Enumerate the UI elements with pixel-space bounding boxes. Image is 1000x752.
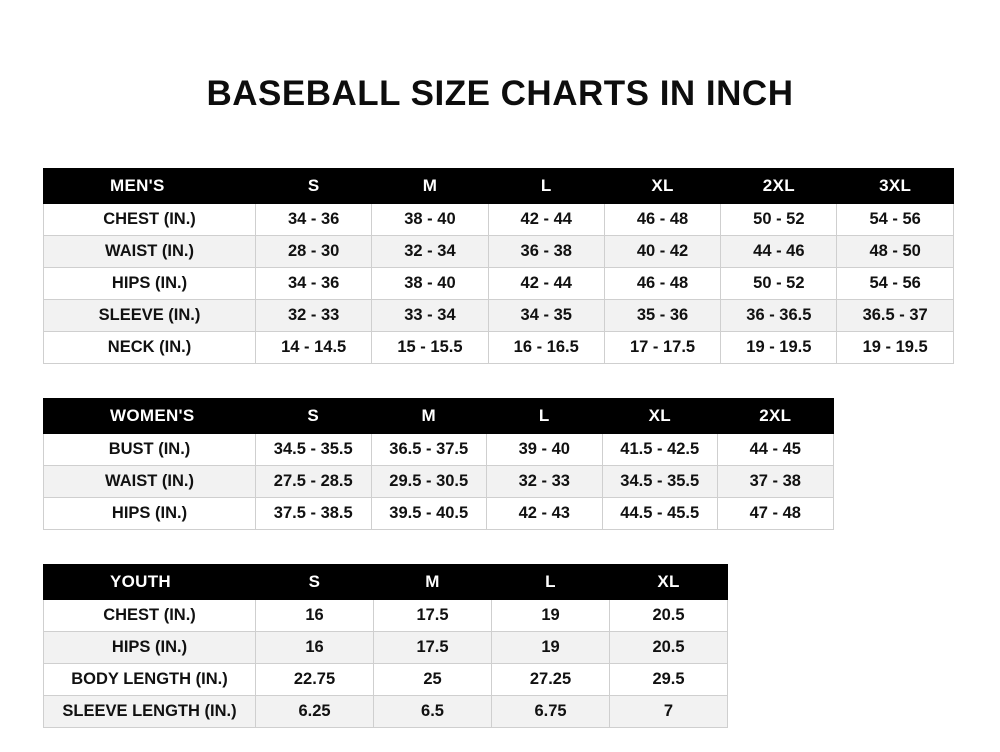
row-label: CHEST (IN.) (44, 204, 256, 236)
table-row (44, 632, 728, 664)
row-label: HIPS (IN.) (44, 498, 256, 530)
table-row (44, 696, 728, 728)
column-header-xl: XL (604, 169, 720, 204)
cell: 32 - 33 (256, 300, 372, 332)
column-header-l: L (492, 565, 610, 600)
table-spacer (43, 530, 1000, 564)
cell: 29.5 - 30.5 (371, 466, 487, 498)
cell: 35 - 36 (604, 300, 720, 332)
cell: 42 - 44 (488, 268, 604, 300)
column-header-l: L (488, 169, 604, 204)
cell: 37.5 - 38.5 (256, 498, 372, 530)
cell: 32 - 33 (487, 466, 603, 498)
table-row (44, 236, 954, 268)
cell: 46 - 48 (604, 204, 720, 236)
table-header-row (44, 169, 954, 204)
cell: 41.5 - 42.5 (602, 434, 718, 466)
cell: 50 - 52 (721, 204, 837, 236)
column-header-3xl: 3XL (837, 169, 953, 204)
cell: 6.75 (492, 696, 610, 728)
table-row (44, 300, 954, 332)
size-tables-container (0, 168, 1000, 728)
cell: 29.5 (610, 664, 728, 696)
cell: 34.5 - 35.5 (256, 434, 372, 466)
cell: 38 - 40 (372, 204, 488, 236)
column-header-category: MEN'S (44, 169, 256, 204)
row-label: SLEEVE (IN.) (44, 300, 256, 332)
column-header-s: S (256, 169, 372, 204)
cell: 48 - 50 (837, 236, 953, 268)
cell: 28 - 30 (256, 236, 372, 268)
table-spacer (43, 364, 1000, 398)
column-header-2xl: 2XL (718, 399, 834, 434)
cell: 14 - 14.5 (256, 332, 372, 364)
cell: 54 - 56 (837, 204, 953, 236)
cell: 27.25 (492, 664, 610, 696)
cell: 6.5 (374, 696, 492, 728)
column-header-category: YOUTH (44, 565, 256, 600)
column-header-m: M (372, 169, 488, 204)
cell: 44 - 46 (721, 236, 837, 268)
cell: 16 (256, 632, 374, 664)
cell: 34.5 - 35.5 (602, 466, 718, 498)
table-header-row (44, 399, 834, 434)
row-label: NECK (IN.) (44, 332, 256, 364)
table-row (44, 600, 728, 632)
table-row (44, 204, 954, 236)
table-row (44, 268, 954, 300)
cell: 16 (256, 600, 374, 632)
cell: 19 (492, 600, 610, 632)
page-title: BASEBALL SIZE CHARTS IN INCH (206, 74, 794, 113)
row-label: WAIST (IN.) (44, 466, 256, 498)
cell: 16 - 16.5 (488, 332, 604, 364)
cell: 34 - 36 (256, 268, 372, 300)
cell: 36 - 38 (488, 236, 604, 268)
cell: 36.5 - 37.5 (371, 434, 487, 466)
cell: 33 - 34 (372, 300, 488, 332)
cell: 47 - 48 (718, 498, 834, 530)
cell: 17.5 (374, 632, 492, 664)
cell: 19 - 19.5 (837, 332, 953, 364)
cell: 34 - 36 (256, 204, 372, 236)
table-row (44, 332, 954, 364)
cell: 42 - 44 (488, 204, 604, 236)
row-label: CHEST (IN.) (44, 600, 256, 632)
cell: 42 - 43 (487, 498, 603, 530)
table-row (44, 664, 728, 696)
cell: 20.5 (610, 600, 728, 632)
cell: 36 - 36.5 (721, 300, 837, 332)
table-header-row (44, 565, 728, 600)
cell: 37 - 38 (718, 466, 834, 498)
column-header-xl: XL (602, 399, 718, 434)
womens-size-table (43, 398, 834, 530)
cell: 50 - 52 (721, 268, 837, 300)
cell: 38 - 40 (372, 268, 488, 300)
cell: 44.5 - 45.5 (602, 498, 718, 530)
row-label: HIPS (IN.) (44, 268, 256, 300)
cell: 36.5 - 37 (837, 300, 953, 332)
row-label: WAIST (IN.) (44, 236, 256, 268)
column-header-2xl: 2XL (721, 169, 837, 204)
row-label: SLEEVE LENGTH (IN.) (44, 696, 256, 728)
cell: 17 - 17.5 (604, 332, 720, 364)
cell: 46 - 48 (604, 268, 720, 300)
row-label: BUST (IN.) (44, 434, 256, 466)
table-row (44, 498, 834, 530)
cell: 17.5 (374, 600, 492, 632)
row-label: BODY LENGTH (IN.) (44, 664, 256, 696)
cell: 39.5 - 40.5 (371, 498, 487, 530)
column-header-s: S (256, 399, 372, 434)
cell: 6.25 (256, 696, 374, 728)
column-header-category: WOMEN'S (44, 399, 256, 434)
cell: 7 (610, 696, 728, 728)
cell: 19 (492, 632, 610, 664)
cell: 25 (374, 664, 492, 696)
table-row (44, 466, 834, 498)
cell: 32 - 34 (372, 236, 488, 268)
column-header-m: M (374, 565, 492, 600)
column-header-xl: XL (610, 565, 728, 600)
mens-size-table (43, 168, 954, 364)
cell: 15 - 15.5 (372, 332, 488, 364)
cell: 19 - 19.5 (721, 332, 837, 364)
column-header-l: L (487, 399, 603, 434)
column-header-s: S (256, 565, 374, 600)
cell: 22.75 (256, 664, 374, 696)
cell: 54 - 56 (837, 268, 953, 300)
cell: 39 - 40 (487, 434, 603, 466)
cell: 34 - 35 (488, 300, 604, 332)
cell: 44 - 45 (718, 434, 834, 466)
youth-size-table (43, 564, 728, 728)
cell: 27.5 - 28.5 (256, 466, 372, 498)
cell: 40 - 42 (604, 236, 720, 268)
column-header-m: M (371, 399, 487, 434)
cell: 20.5 (610, 632, 728, 664)
row-label: HIPS (IN.) (44, 632, 256, 664)
table-row (44, 434, 834, 466)
